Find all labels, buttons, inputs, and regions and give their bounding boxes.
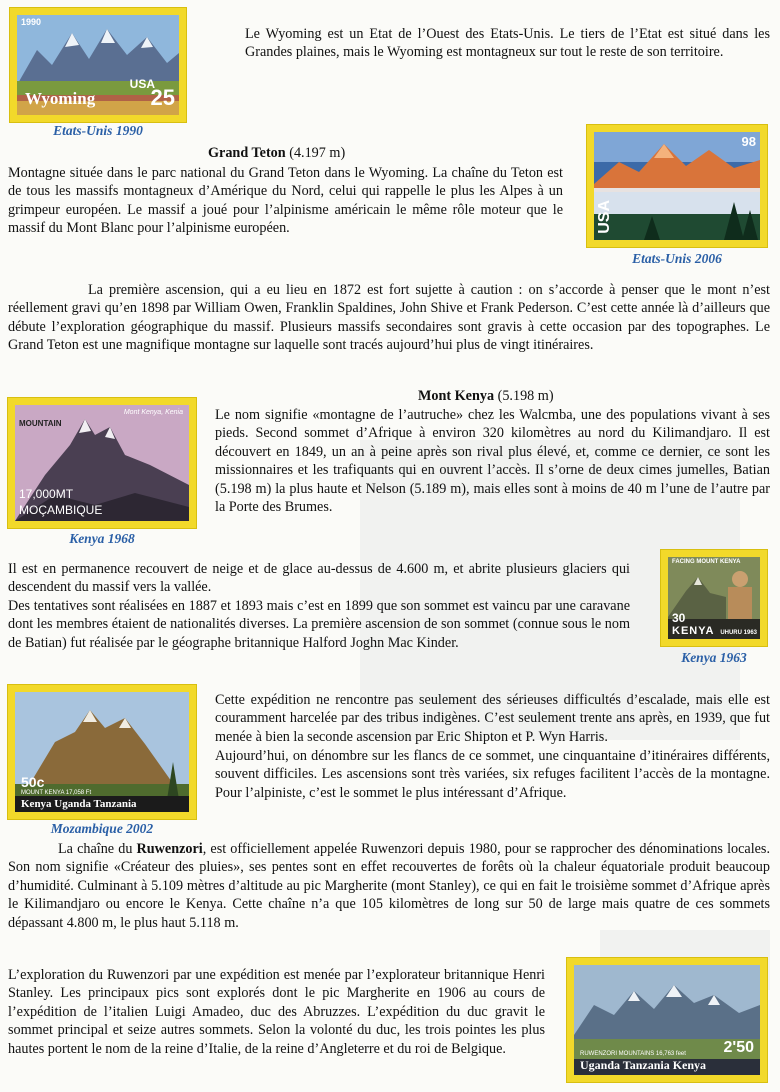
stamp-title: Mont Kenya, Kenia: [123, 409, 183, 416]
stamp-country: Uganda Tanzania Kenya: [580, 1058, 707, 1072]
heading-title: Grand Teton: [208, 145, 286, 161]
ruwenzori-paragraph-1-text: , est officiellement appelée Ruwenzori depuis 1980, pour se rapprocher des dénominations locales. Son nom signifie «Créateur des pluies», ses pentes sont en effet recouvertes de forêts où la chaleur équatoriale produit beaucoup d’humidité. Culminant à 5.109 mètres d’altitude au pic Margherite (mont Stanley), ce qui en fait le troisième sommet d’Afrique après le Kilimandjaro ou encore le Kenya. Cette chaîne n’a que 105 kilomètres de long sur 50 de large mais quatre de ces sommets dépassant 4.800 m, le plus haut 5.118 m.: [8, 841, 771, 931]
ruwenzori-paragraph-2: L’exploration du Ruwenzori par une expédition est menée par l’explorateur britannique Henri Stanley. Les principaux pics sont explorés dont le pic Margherite en 1906 au cours de l’expédition de l’italien Luigi Amadeo, duc des Abruzzes. L’expédition du duc gravit le sommet principal et seize autres sommets. Selon la volonté du duc, les trois pointes les plus hautes portent le nom de la reine d’Italie, de la reine d’Angleterre et du roi de Belgique.: [8, 967, 545, 1057]
stamp-caption: Etats-Unis 1990: [53, 123, 143, 138]
grand-teton-paragraph-1: Montagne située dans le parc national du Grand Teton dans le Wyoming. La chaîne du Teton est de tous les massifs montagneux d’Amérique du Nord, celui qui rappelle le plus les Alpes à un grimpeur européen. Le massif a joué pour l’alpinisme américain le même rôle moteur que le massif du Mont Blanc pour l’alpinisme européen.: [8, 165, 563, 237]
stamp-value: 30: [672, 611, 686, 625]
heading-altitude: (4.197 m): [289, 145, 346, 161]
stamp-usa-2006: [587, 125, 767, 247]
stamp-state-name: Wyoming: [25, 89, 96, 108]
stamp-caption: Mozambique 2002: [50, 821, 154, 836]
intro-paragraph: Le Wyoming est un Etat de l’Ouest des Etats-Unis. Le tiers de l’Etat est situé dans les Grandes plaines, mais le Wyoming est montagneux sur tout le reste de son territoire.: [245, 26, 770, 61]
mont-kenya-paragraph-4: Cette expédition ne rencontre pas seulement des sérieuses difficultés d’escalade, mais elle est couramment harcelée par des tribus indigènes. C’est seulement trente ans après, en 1939, que fut menée à bien la seconde ascension par Eric Shipton et P. Wyn Harris.: [215, 692, 770, 745]
stamp-kenya-1963: [661, 550, 767, 646]
stamp-title: FACING MOUNT KENYA: [672, 559, 741, 565]
teton-sunrise-image: [594, 132, 760, 240]
stamp-country: KENYA: [672, 625, 715, 637]
stamp-caption: Kenya 1963: [681, 650, 747, 665]
stamp-country: MOÇAMBIQUE: [19, 503, 103, 517]
stamp-small-text: MOUNT KENYA 17,058 Ft: [21, 790, 92, 796]
stamp-year: 1990: [21, 17, 42, 27]
stamp-kenya-1968: [8, 398, 196, 528]
stamp-value: 98: [741, 134, 756, 149]
stamp-subtitle: UHURU 1963: [720, 630, 757, 636]
stamp-ruwenzori: [567, 958, 767, 1082]
section-heading-grand-teton: [208, 145, 345, 162]
stamp-caption: Etats-Unis 2006: [632, 251, 722, 266]
mont-kenya-paragraph-1: Le nom signifie «montagne de l’autruche» chez les Walcmba, une des populations vivant à ses pieds. Second sommet d’Afrique à environ 320 kilomètres au nord du Kilimandjaro. Il est découvert en 1849, un an à peine après son rival plus élevé, et, comme ce dernier, ce sont les missionnaires et les trafiquants qui en ouvrent l’accès. Il s’orne de deux cimes jumelles, Batian (5.198 m) la plus haute et Nelson (5.189 m), mais elles sont à moins de 40 m l’une de l’autre par la Porte des Brumes.: [215, 407, 770, 516]
stamp-country: USA: [129, 77, 155, 91]
stamp-altitude: 17,000MT: [19, 487, 74, 501]
stamp-country: Kenya Uganda Tanzania: [21, 798, 137, 810]
stamp-small-text: RUWENZORI MOUNTAINS 16,763 feet: [580, 1051, 686, 1057]
heading-title: Mont Kenya: [418, 388, 495, 404]
mont-kenya-paragraph-5: Aujourd’hui, on dénombre sur les flancs de ce sommet, une cinquantaine d’itinéraires différents, souvent difficiles. Les ascensions sont très variées, six refuges facilitent l’accès de la montagne. Pour l’alpiniste, c’est le sommet le plus intéressant d’Afrique.: [215, 748, 770, 801]
stamp-value: 2'50: [723, 1039, 754, 1056]
grand-teton-paragraph-2: La première ascension, qui a eu lieu en 1872 est fort sujette à caution : on s’accorde à penser que le mont n’est réellement gravi qu’en 1898 par William Owen, Franklin Spaldines, John Shive et Frank Pederson. C’est cette année là d’ailleurs que débute l’exploration géographique du massif. Plusieurs massifs secondaires sont gravis à cette occasion par des topographes. Le Grand Teton est une magnifique montagne sur laquelle sont tracés aujourd’hui plus de vingt itinéraires.: [8, 282, 770, 354]
stamp-country: USA: [596, 200, 613, 234]
heading-altitude: (5.198 m): [497, 388, 554, 404]
ruwenzori-lead: La chaîne du: [58, 841, 133, 857]
stamp-wyoming-1990: [10, 8, 186, 122]
ruwenzori-name: Ruwenzori: [136, 841, 203, 857]
section-heading-mont-kenya: [418, 388, 554, 405]
stamp-mozambique-2002: [8, 685, 196, 819]
stamp-logo: MOUNTAIN: [19, 419, 62, 428]
mont-kenya-paragraph-3: Des tentatives sont réalisées en 1887 et 1893 mais c’est en 1899 que son sommet est vaincu par une caravane dont les membres étaient de nationalités diverses. La première ascension de son sommet (connue sous le nom de Batian) fut réalisée par le géographe britannique Halford Joghn Mac Kinder.: [8, 598, 630, 651]
ruwenzori-paragraph-1: [8, 840, 770, 932]
stamp-value: 50c: [21, 774, 45, 790]
mont-kenya-paragraph-2: Il est en permanence recouvert de neige et de glace au-dessus de 4.600 m, et abrite plusieurs glaciers qui descendent du massif vers la vallée.: [8, 561, 630, 596]
stamp-value: 25: [150, 85, 175, 110]
stamp-caption: Kenya 1968: [69, 531, 135, 546]
